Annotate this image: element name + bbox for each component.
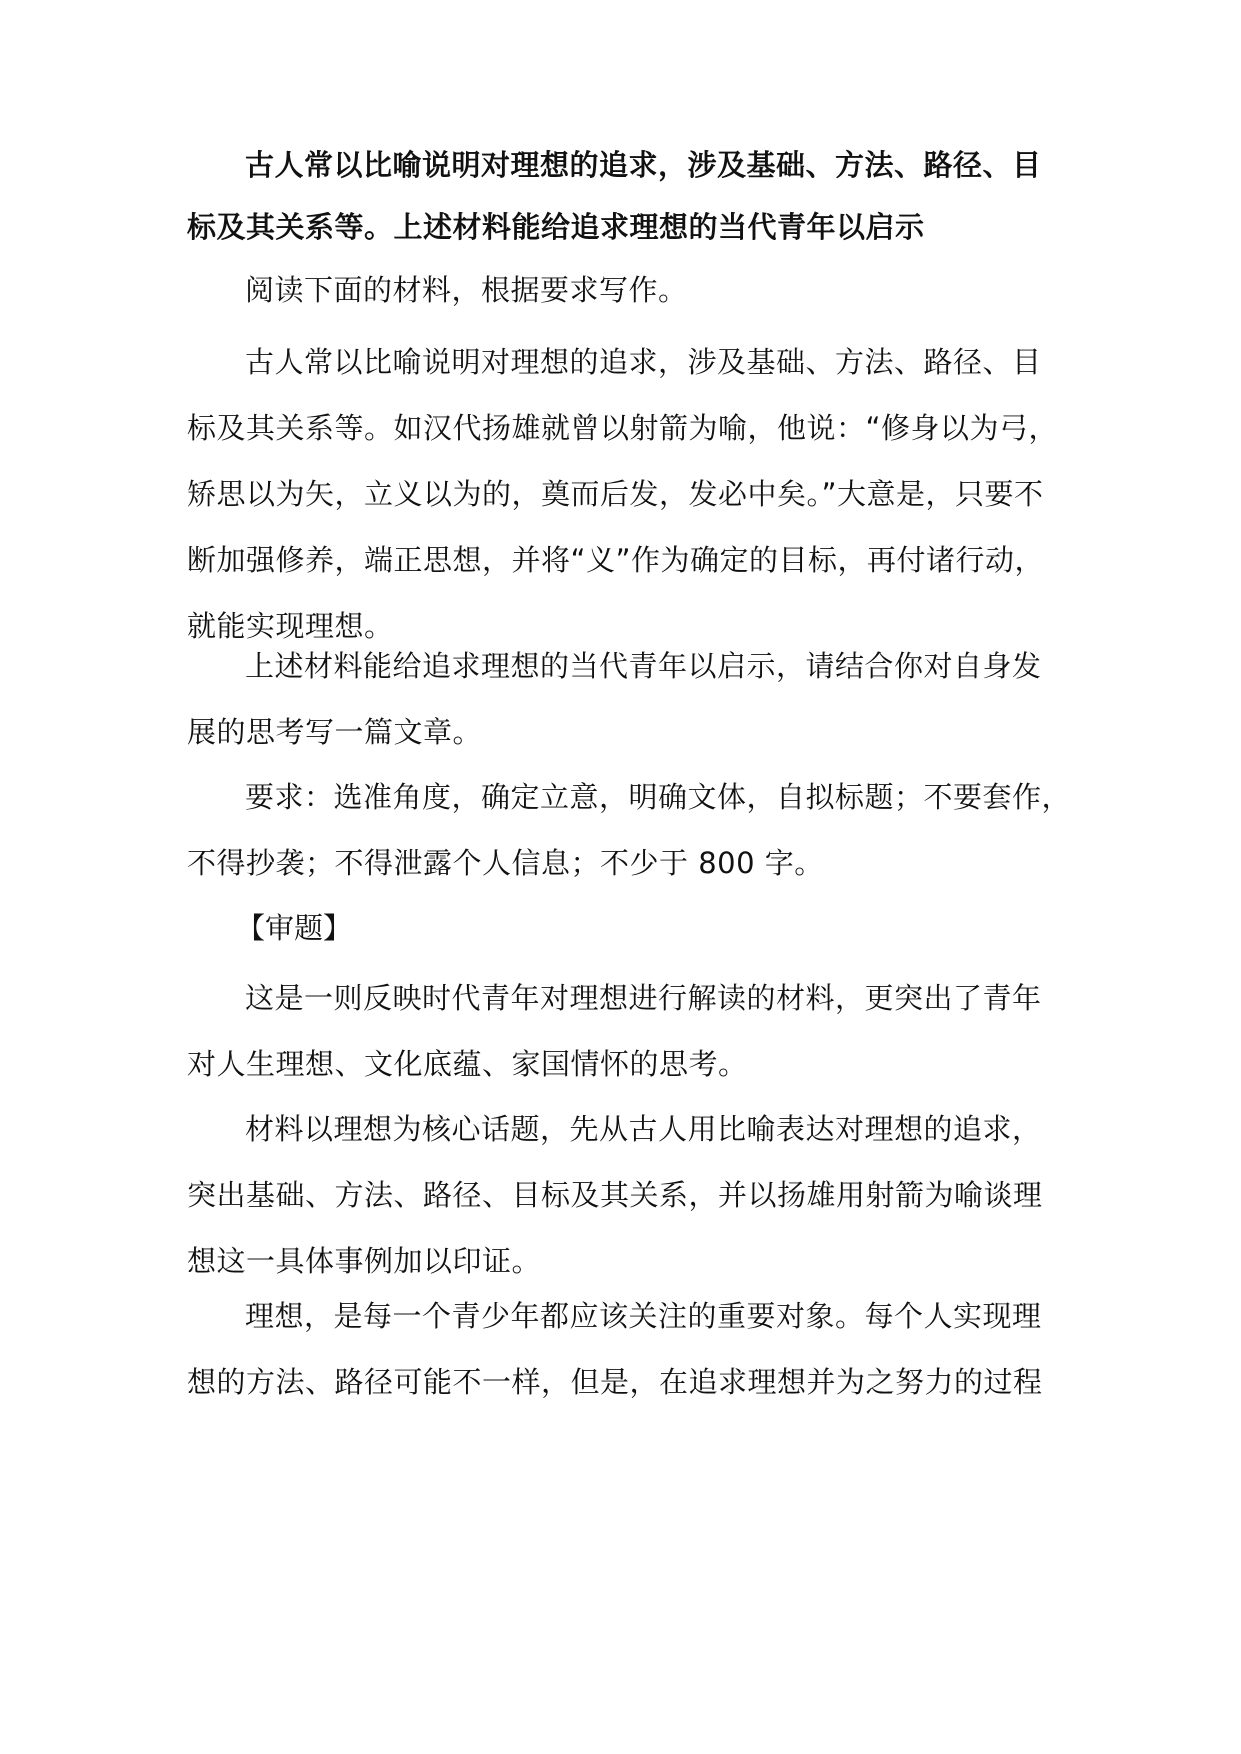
analysis-line: 材料以理想为核心话题，先从古人用比喻表达对理想的追求， [245,1112,1042,1146]
material-line: 矫思以为矢，立义以为的，奠而后发，发必中矣。”大意是，只要不 [187,477,1044,511]
analysis-line: 想的方法、路径可能不一样，但是，在追求理想并为之努力的过程 [187,1365,1043,1399]
analysis-line: 想这一具体事例加以印证。 [187,1244,542,1278]
instruction-line: 阅读下面的材料，根据要求写作。 [245,273,688,307]
document-title [187,134,1067,258]
task-line: 展的思考写一篇文章。 [187,715,483,749]
requirements-line: 要求：选准角度，确定立意，明确文体，自拟标题；不要套作， [245,780,1072,814]
analysis-line: 突出基础、方法、路径、目标及其关系，并以扬雄用射箭为喻谈理 [187,1178,1043,1212]
analysis-line: 对人生理想、文化底蕴、家国情怀的思考。 [187,1047,748,1081]
section-heading: 【审题】 [236,911,353,945]
analysis-line: 理想，是每一个青少年都应该关注的重要对象。每个人实现理 [245,1299,1042,1333]
material-paragraph [187,329,1067,659]
material-line: 标及其关系等。如汉代扬雄就曾以射箭为喻，他说：“修身以为弓， [187,411,1059,445]
title-line: 标及其关系等。上述材料能给追求理想的当代青年以启示 [187,210,925,244]
requirements-line: 不得抄袭；不得泄露个人信息；不少于 800 字。 [187,846,824,880]
requirements-paragraph [187,764,1072,896]
analysis-paragraph [187,965,1067,1097]
material-line: 就能实现理想。 [187,609,394,643]
material-line: 古人常以比喻说明对理想的追求，涉及基础、方法、路径、目 [245,345,1042,379]
analysis-line: 这是一则反映时代青年对理想进行解读的材料，更突出了青年 [245,981,1042,1015]
title-line: 古人常以比喻说明对理想的追求，涉及基础、方法、路径、目 [245,148,1042,182]
task-paragraph [187,633,1067,765]
task-line: 上述材料能给追求理想的当代青年以启示，请结合你对自身发 [245,649,1042,683]
material-line: 断加强修养，端正思想，并将“义”作为确定的目标，再付诸行动， [187,543,1045,577]
analysis-paragraph [187,1096,1067,1294]
instruction-paragraph [187,257,1067,323]
analysis-paragraph [187,1283,1067,1415]
